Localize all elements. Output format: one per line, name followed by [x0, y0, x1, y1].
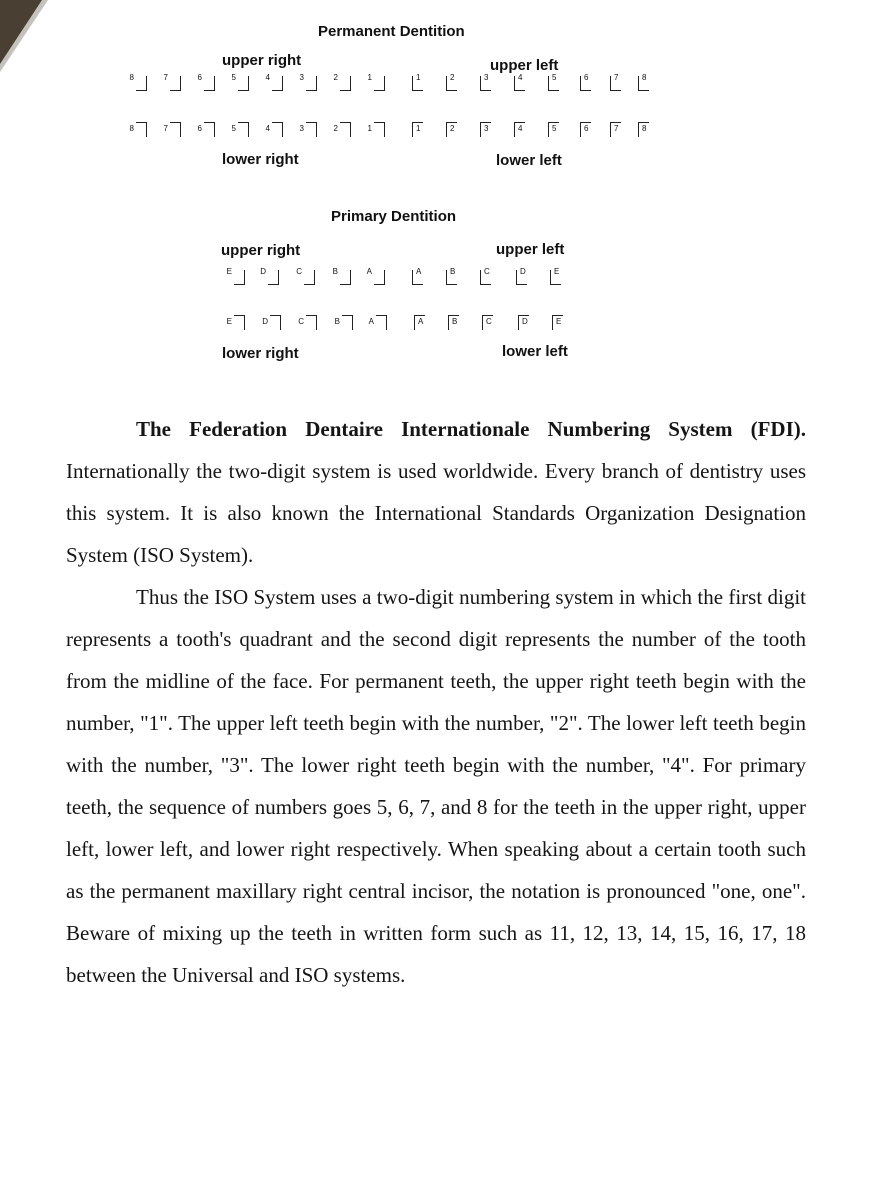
permanent-lower-left-label: lower left	[496, 152, 562, 169]
primary-upper-left-label: upper left	[496, 241, 565, 258]
tooth-symbol: D	[270, 315, 281, 330]
tooth-symbol: E	[234, 270, 245, 285]
tooth-symbol: C	[482, 315, 493, 330]
permanent-lower-right-label: lower right	[222, 151, 299, 168]
tooth-symbol: B	[342, 315, 353, 330]
tooth-symbol: 4	[272, 76, 283, 91]
page-corner-fold	[0, 0, 42, 64]
tooth-symbol: 2	[446, 122, 457, 137]
tooth-symbol: 2	[340, 122, 351, 137]
primary-lower-right-label: lower right	[222, 345, 299, 362]
permanent-dentition-title: Permanent Dentition	[318, 23, 465, 40]
tooth-symbol: 6	[580, 76, 591, 91]
tooth-symbol: D	[268, 270, 279, 285]
tooth-symbol: D	[516, 270, 527, 285]
body-text	[66, 408, 806, 996]
tooth-symbol: D	[518, 315, 529, 330]
tooth-symbol: 4	[272, 122, 283, 137]
tooth-symbol: C	[304, 270, 315, 285]
tooth-symbol: A	[414, 315, 425, 330]
primary-upper-row	[226, 267, 584, 286]
tooth-symbol: A	[374, 270, 385, 285]
tooth-symbol: 6	[204, 122, 215, 137]
tooth-symbol: A	[376, 315, 387, 330]
tooth-symbol: 3	[480, 76, 491, 91]
tooth-symbol: 8	[136, 122, 147, 137]
tooth-symbol: 7	[170, 76, 181, 91]
tooth-symbol: E	[234, 315, 245, 330]
tooth-symbol: B	[448, 315, 459, 330]
tooth-symbol: 2	[446, 76, 457, 91]
primary-upper-right-label: upper right	[221, 242, 301, 259]
tooth-symbol: 5	[548, 76, 559, 91]
primary-lower-left-label: lower left	[502, 343, 568, 360]
tooth-symbol: 1	[412, 122, 423, 137]
tooth-symbol: 3	[306, 122, 317, 137]
tooth-symbol: 5	[238, 76, 249, 91]
tooth-symbol: 3	[480, 122, 491, 137]
tooth-symbol: E	[550, 270, 561, 285]
tooth-symbol: A	[412, 270, 423, 285]
tooth-symbol: 2	[340, 76, 351, 91]
permanent-upper-left-label: upper left	[490, 57, 559, 74]
paragraph-fdi-intro	[66, 408, 806, 576]
tooth-symbol: 1	[374, 76, 385, 91]
tooth-symbol: B	[446, 270, 457, 285]
tooth-symbol: 6	[580, 122, 591, 137]
tooth-symbol: 5	[548, 122, 559, 137]
tooth-symbol: C	[306, 315, 317, 330]
tooth-symbol: B	[340, 270, 351, 285]
tooth-symbol: 3	[306, 76, 317, 91]
paragraph-iso-system: Thus the ISO System uses a two-digit numbering system in which the first digit represents a tooth's quadrant and the second digit represents the number of the tooth from the midline of the face. For permanent teeth, the upper right teeth begin with the number, "1". The upper left teeth begin with the number, "2". The lower left teeth begin with the number, "3". The lower right teeth begin with the number, "4". For primary teeth, the sequence of numbers goes 5, 6, 7, and 8 for the teeth in the upper right, upper left, lower left, and lower right respectively. When speaking about a certain tooth such as the permanent maxillary right central incisor, the notation is pronounced "one, one". Beware of mixing up the teeth in written form such as 11, 12, 13, 14, 15, 16, 17, 18 between the Universal and ISO systems.	[66, 585, 806, 987]
paragraph-fdi-intro-text: Internationally the two-digit system is used worldwide. Every branch of dentistry uses this system. It is also known the International Standards Organization Designation System (ISO System).	[66, 459, 806, 567]
tooth-symbol: 5	[238, 122, 249, 137]
tooth-symbol: E	[552, 315, 563, 330]
tooth-symbol: 1	[412, 76, 423, 91]
permanent-upper-row	[129, 73, 656, 92]
tooth-symbol: 4	[514, 122, 525, 137]
tooth-symbol: 7	[610, 76, 621, 91]
tooth-symbol: C	[480, 270, 491, 285]
fdi-heading: The Federation Dentaire Internationale Numbering System (FDI).	[136, 417, 806, 441]
permanent-lower-row	[129, 122, 656, 138]
tooth-symbol: 6	[204, 76, 215, 91]
primary-dentition-title: Primary Dentition	[331, 208, 457, 225]
permanent-upper-right-label: upper right	[222, 52, 302, 69]
tooth-symbol: 4	[514, 76, 525, 91]
tooth-symbol: 8	[136, 76, 147, 91]
tooth-symbol: 8	[638, 122, 649, 137]
tooth-symbol: 8	[638, 76, 649, 91]
tooth-symbol: 7	[610, 122, 621, 137]
primary-lower-row	[226, 315, 584, 331]
tooth-symbol: 7	[170, 122, 181, 137]
tooth-symbol: 1	[374, 122, 385, 137]
